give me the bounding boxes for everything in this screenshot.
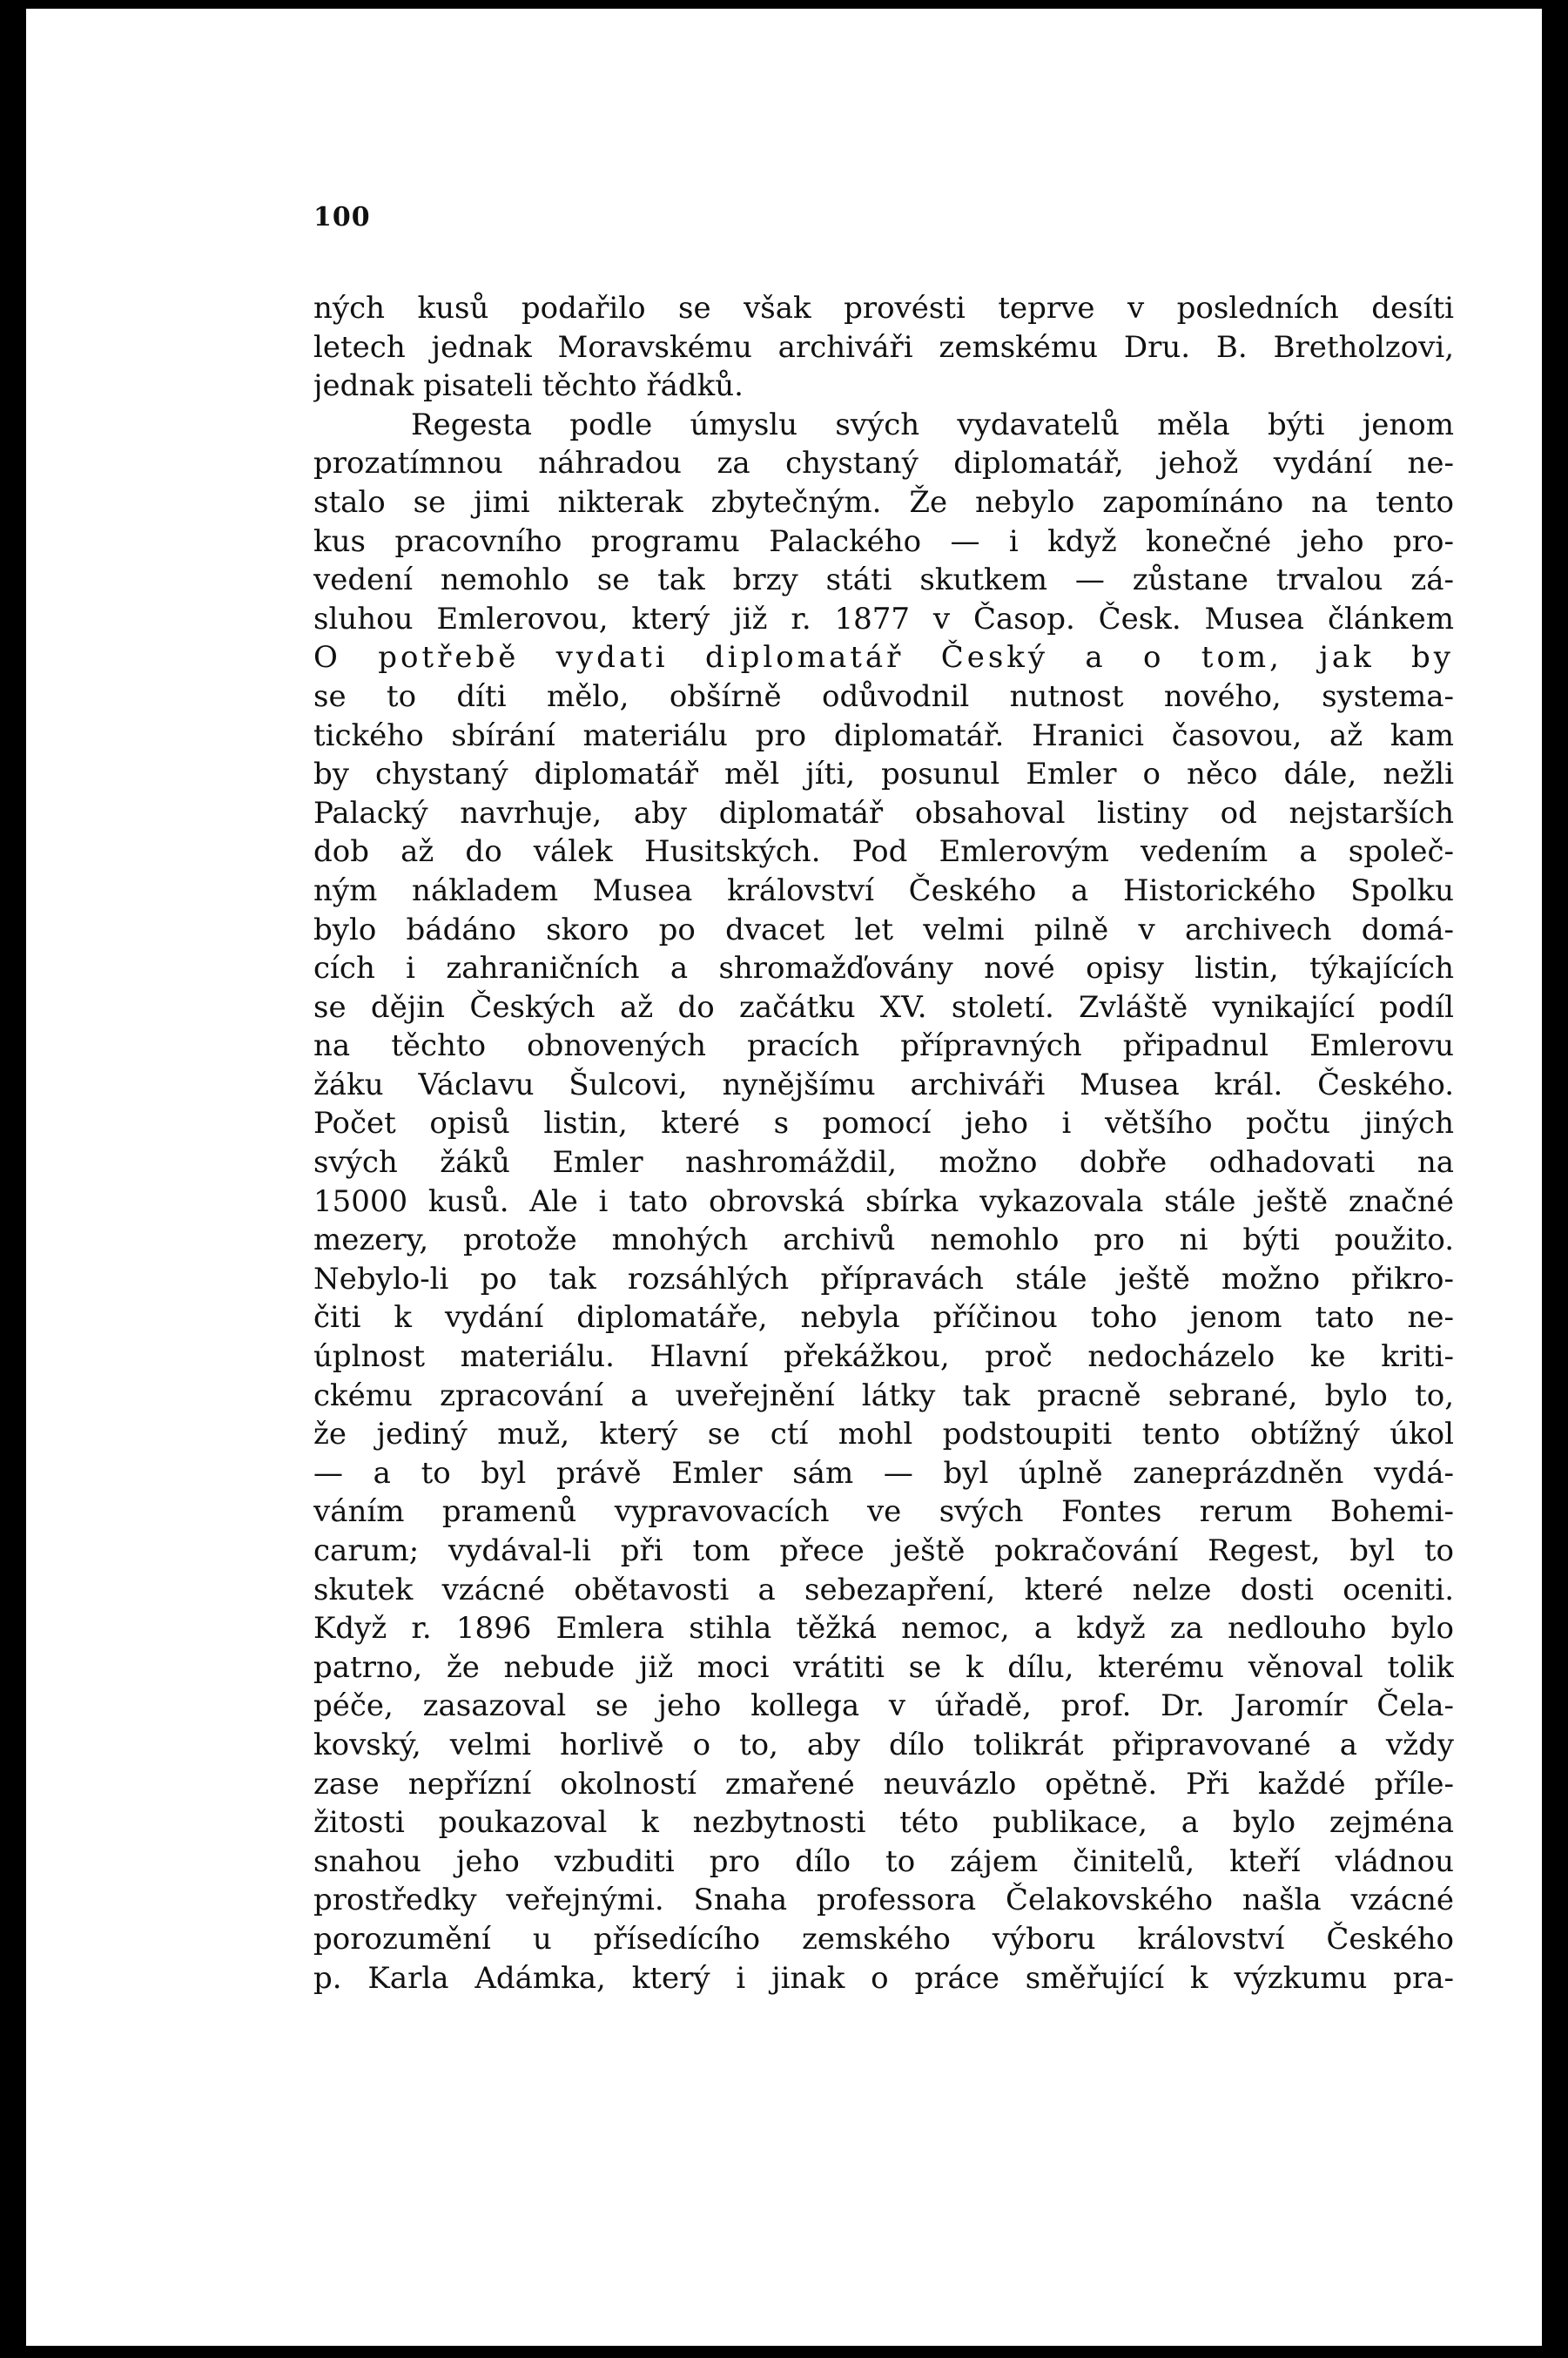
text-line: kovský, velmi horlivě o to, aby dílo tolikrát připravované a vždy xyxy=(313,1727,1454,1762)
text-line: dob až do válek Husitských. Pod Emlerovým vedením a společ- xyxy=(313,834,1454,870)
text-line: sluhou Emlerovou, který již r. 1877 v Časop. Česk. Musea článkem xyxy=(313,601,1454,637)
text-line: že jediný muž, který se ctí mohl podstoupiti tento obtížný úkol xyxy=(313,1417,1454,1452)
text-line: žáku Václavu Šulcovi, nynějšímu archiváři Musea král. Českého. xyxy=(313,1067,1454,1102)
text-line: ným nákladem Musea království Českého a Historického Spolku xyxy=(313,872,1454,908)
body-text xyxy=(313,289,1454,1998)
text-line: úplnost materiálu. Hlavní překážkou, proč nedocházelo ke kriti- xyxy=(313,1339,1454,1375)
text-line: prozatímnou náhradou za chystaný diplomatář, jehož vydání ne- xyxy=(313,446,1454,482)
text-line: se dějin Českých až do začátku XV. století. Zvláště vynikající podíl xyxy=(313,989,1454,1025)
text-line: tického sbírání materiálu pro diplomatář. Hranici časovou, až kam xyxy=(313,718,1454,753)
text-line: ckému zpracování a uveřejnění látky tak pracně sebrané, bylo to, xyxy=(313,1378,1454,1413)
text-line: 15000 kusů. Ale i tato obrovská sbírka vykazovala stále ještě značné xyxy=(313,1183,1454,1219)
text-line: váním pramenů vypravovacích ve svých Fontes rerum Bohemi- xyxy=(313,1494,1454,1530)
text-line: patrno, že nebude již moci vrátiti se k dílu, kterému věnoval tolik xyxy=(313,1649,1454,1685)
text-line: kus pracovního programu Palackého — i když konečné jeho pro- xyxy=(313,523,1454,559)
text-line: by chystaný diplomatář měl jíti, posunul Emler o něco dále, nežli xyxy=(313,757,1454,792)
text-line: Nebylo-li po tak rozsáhlých přípravách stále ještě možno přikro- xyxy=(313,1261,1454,1297)
page-number: 100 xyxy=(313,202,371,232)
text-line: cích i zahraničních a shromažďovány nové opisy listin, týkajících xyxy=(313,951,1454,987)
text-line: stalo se jimi nikterak zbytečným. Že nebylo zapomínáno na tento xyxy=(313,484,1454,520)
text-line: svých žáků Emler nashromáždil, možno dobře odhadovati na xyxy=(313,1145,1454,1181)
text-line: mezery, protože mnohých archivů nemohlo pro ni býti použito. xyxy=(313,1223,1454,1258)
text-line: jednak pisateli těchto řádků. xyxy=(313,368,744,404)
text-line: snahou jeho vzbuditi pro dílo to zájem činitelů, kteří vládnou xyxy=(313,1843,1454,1879)
text-line: letech jednak Moravskému archiváři zemskému Dru. B. Bretholzovi, xyxy=(313,329,1454,365)
text-line: se to díti mělo, obšírně odůvodnil nutnost nového, systema- xyxy=(313,678,1454,714)
text-line: O potřebě vydati diplomatář Český a o tom, jak by xyxy=(313,640,1454,676)
text-line: vedení nemohlo se tak brzy státi skutkem — zůstane trvalou zá- xyxy=(313,563,1454,598)
text-line: — a to byl právě Emler sám — byl úplně zaneprázdněn vydá- xyxy=(313,1455,1454,1491)
text-line: na těchto obnovených pracích přípravných připadnul Emlerovu xyxy=(313,1028,1454,1064)
text-line: čiti k vydání diplomatáře, nebyla příčinou toho jenom tato ne- xyxy=(313,1300,1454,1336)
text-line: zase nepřízní okolností zmařené neuvázlo opětně. Při každé příle- xyxy=(313,1766,1454,1802)
text-line: p. Karla Adámka, který i jinak o práce směřující k výzkumu pra- xyxy=(313,1960,1454,1996)
text-line: péče, zasazoval se jeho kollega v úřadě, prof. Dr. Jaromír Čela- xyxy=(313,1688,1454,1724)
text-line: bylo bádáno skoro po dvacet let velmi pilně v archivech domá- xyxy=(313,912,1454,947)
text-line: prostředky veřejnými. Snaha professora Čelakovského našla vzácné xyxy=(313,1883,1454,1918)
text-line: skutek vzácné obětavosti a sebezapření, které nelze dosti oceniti. xyxy=(313,1572,1454,1607)
text-line: Palacký navrhuje, aby diplomatář obsahoval listiny od nejstarších xyxy=(313,795,1454,831)
text-line: ných kusů podařilo se však provésti teprve v posledních desíti xyxy=(313,291,1454,326)
text-line: žitosti poukazoval k nezbytnosti této publikace, a bylo zejména xyxy=(313,1805,1454,1841)
text-line: porozumění u přísedícího zemského výboru království Českého xyxy=(313,1921,1454,1957)
text-line: carum; vydával-li při tom přece ještě pokračování Regest, byl to xyxy=(313,1533,1454,1568)
text-line: Počet opisů listin, které s pomocí jeho i většího počtu jiných xyxy=(313,1106,1454,1142)
text-line: Když r. 1896 Emlera stihla těžká nemoc, a když za nedlouho bylo xyxy=(313,1611,1454,1647)
text-line: Regesta podle úmyslu svých vydavatelů měla býti jenom xyxy=(411,407,1454,442)
scanned-page xyxy=(26,9,1542,2346)
